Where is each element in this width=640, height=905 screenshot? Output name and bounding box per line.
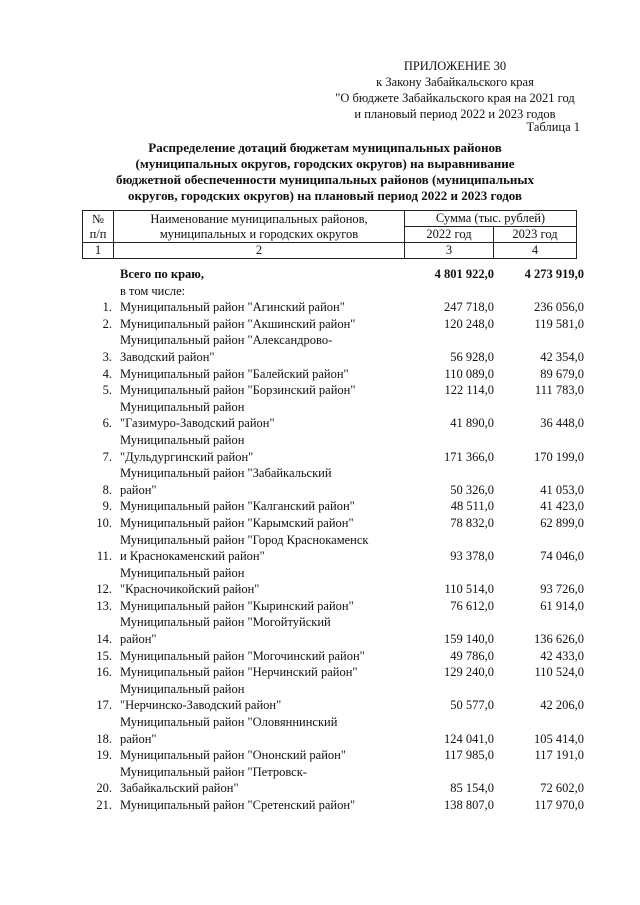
row-number: 21. — [96, 798, 112, 812]
table-row — [82, 316, 586, 333]
header-sum-cell: Сумма (тыс. рублей) — [405, 211, 577, 227]
header-name-label: Наименование муниципальных районов, — [150, 211, 368, 226]
row-value-2023: 62 899,0 — [540, 515, 584, 530]
header-year-2022: 2022 год — [405, 227, 494, 243]
row-name — [116, 316, 408, 333]
table-row — [82, 747, 586, 764]
row-name — [116, 366, 408, 383]
row-name-line: "Дульдургинский район" — [120, 449, 254, 464]
row-value-2022: 159 140,0 — [444, 632, 494, 647]
row-value-2023: 110 524,0 — [534, 665, 584, 680]
row-name — [116, 465, 408, 498]
row-name-line: "Газимуро-Заводский район" — [120, 416, 275, 431]
row-value-2023: 74 046,0 — [540, 549, 584, 564]
row-value-2022: 171 366,0 — [444, 449, 494, 464]
row-value-2022: 110 514,0 — [444, 582, 494, 597]
row-name-line: Муниципальный район "Борзинский район" — [120, 383, 356, 398]
row-name — [116, 565, 408, 598]
row-name-line: "Нерчинско-Заводский район" — [120, 698, 282, 713]
row-value-2022: 4 801 922,0 — [434, 267, 494, 281]
row-value-2022: 48 511,0 — [450, 499, 494, 514]
header-num-cell — [83, 211, 114, 243]
row-name-line: район" — [120, 482, 157, 497]
row-name — [116, 532, 408, 565]
table-row — [82, 598, 586, 615]
row-name-line: "Красночикойский район" — [120, 582, 260, 597]
table-row — [82, 515, 586, 532]
row-value-2022: 85 154,0 — [450, 781, 494, 796]
row-name — [116, 498, 408, 515]
row-name-line: Муниципальный район "Калганский район" — [120, 499, 355, 514]
row-value-2023: 117 970,0 — [534, 798, 584, 812]
row-value-2022: 41 890,0 — [450, 416, 494, 431]
table-row — [82, 366, 586, 383]
title-line: (муниципальных округов, городских округов) на выравнивание — [135, 156, 515, 171]
table-row — [82, 714, 586, 747]
row-name-line: и Краснокаменский район" — [120, 549, 265, 564]
row-name — [116, 614, 408, 647]
row-name-line: Муниципальный район "Карымский район" — [120, 515, 354, 530]
header-num-label: № — [92, 211, 104, 226]
row-number: 14. — [96, 632, 112, 647]
row-number: 19. — [96, 748, 112, 763]
row-number: 20. — [96, 781, 112, 796]
appendix-line: к Закону Забайкальского края — [376, 75, 534, 89]
row-name-line: Муниципальный район "Петровск- — [120, 764, 307, 779]
row-value-2022: 122 114,0 — [444, 383, 494, 398]
row-number: 6. — [102, 416, 112, 431]
row-value-2022: 93 378,0 — [450, 549, 494, 564]
row-value-2022: 138 807,0 — [444, 798, 494, 812]
row-name-line: Муниципальный район "Александрово- — [120, 333, 333, 348]
row-name-line: Всего по краю, — [120, 267, 204, 281]
row-name — [116, 382, 408, 399]
row-value-2022: 76 612,0 — [450, 598, 494, 613]
row-name — [116, 266, 408, 283]
row-name-line: Муниципальный район "Ононский район" — [120, 748, 346, 763]
appendix-line: "О бюджете Забайкальского края на 2021 год — [335, 91, 575, 105]
table-row — [82, 382, 586, 399]
row-value-2022: 56 928,0 — [450, 349, 494, 364]
row-value-2023: 42 206,0 — [540, 698, 584, 713]
row-name-line: Муниципальный район "Акшинский район" — [120, 316, 356, 331]
row-name-line: Муниципальный район "Оловяннинский — [120, 715, 338, 730]
row-number: 17. — [96, 698, 112, 713]
row-number: 12. — [96, 582, 112, 597]
row-value-2023: 119 581,0 — [534, 316, 584, 331]
row-value-2022: 247 718,0 — [444, 300, 494, 315]
row-value-2023: 41 053,0 — [540, 482, 584, 497]
row-name-line: Муниципальный район "Могойтуйский — [120, 615, 331, 630]
row-value-2023: 111 783,0 — [534, 383, 584, 398]
row-name-line: Муниципальный район "Забайкальский — [120, 466, 332, 481]
row-name-line: Муниципальный район "Агинский район" — [120, 300, 345, 315]
row-name-line: Муниципальный район "Город Краснокаменск — [120, 532, 369, 547]
header-num-label: п/п — [89, 226, 107, 241]
column-number: 1 — [83, 243, 114, 259]
row-value-2022: 129 240,0 — [444, 665, 494, 680]
table-row — [82, 498, 586, 515]
table-row — [82, 614, 586, 647]
table-row — [82, 332, 586, 365]
row-value-2023: 89 679,0 — [540, 366, 584, 381]
row-number: 9. — [102, 499, 112, 514]
row-name-line: район" — [120, 632, 157, 647]
row-number: 1. — [102, 300, 112, 315]
row-name — [116, 515, 408, 532]
row-value-2023: 93 726,0 — [540, 582, 584, 597]
row-value-2022: 50 577,0 — [450, 698, 494, 713]
row-value-2023: 236 056,0 — [534, 300, 584, 315]
row-number: 13. — [96, 598, 112, 613]
title-line: округов, городских округов) на плановый период 2022 и 2023 годов — [128, 188, 522, 203]
row-name — [116, 332, 408, 365]
table-row — [82, 664, 586, 681]
table-row — [82, 532, 586, 565]
row-number: 8. — [102, 482, 112, 497]
title-line: бюджетной обеспеченности муниципальных районов (муниципальных — [115, 172, 535, 187]
column-number: 4 — [494, 243, 577, 259]
row-name-line: Забайкальский район" — [120, 781, 239, 796]
row-name-line: Муниципальный район "Нерчинский район" — [120, 665, 358, 680]
row-number: 5. — [102, 383, 112, 398]
row-name-line: район" — [120, 731, 157, 746]
row-name — [116, 764, 408, 797]
header-name-cell — [114, 211, 405, 243]
table-header — [82, 210, 577, 259]
row-name — [116, 681, 408, 714]
table-row — [82, 465, 586, 498]
appendix-block — [300, 58, 610, 122]
row-number: 7. — [102, 449, 112, 464]
row-name-line: Муниципальный район — [120, 399, 245, 414]
row-name — [116, 648, 408, 665]
row-value-2022: 110 089,0 — [444, 366, 494, 381]
row-value-2022: 117 985,0 — [444, 748, 494, 763]
table-row — [82, 432, 586, 465]
row-name-line: Заводский район" — [120, 349, 215, 364]
row-value-2023: 4 273 919,0 — [524, 267, 584, 281]
table-row — [82, 266, 586, 283]
row-name-line: Муниципальный район "Сретенский район" — [120, 798, 356, 812]
header-name-label: муниципальных и городских округов — [159, 226, 359, 241]
row-number: 3. — [102, 349, 112, 364]
row-value-2023: 105 414,0 — [534, 731, 584, 746]
row-number: 4. — [102, 366, 112, 381]
row-value-2023: 36 448,0 — [540, 416, 584, 431]
row-name-line: Муниципальный район — [120, 681, 245, 696]
row-value-2023: 42 354,0 — [540, 349, 584, 364]
table-body — [82, 266, 586, 814]
row-number: 18. — [96, 731, 112, 746]
table-row — [82, 299, 586, 316]
row-value-2022: 124 041,0 — [444, 731, 494, 746]
row-name — [116, 598, 408, 615]
row-value-2023: 136 626,0 — [534, 632, 584, 647]
row-value-2023: 41 423,0 — [540, 499, 584, 514]
row-name — [116, 399, 408, 432]
row-number: 16. — [96, 665, 112, 680]
row-name — [116, 432, 408, 465]
table-label: Таблица 1 — [526, 120, 580, 134]
table-row — [82, 764, 586, 797]
row-name-line: Муниципальный район "Кыринский район" — [120, 598, 354, 613]
column-number: 2 — [114, 243, 405, 259]
row-name-line: Муниципальный район "Могочинский район" — [120, 648, 365, 663]
row-value-2022: 49 786,0 — [450, 648, 494, 663]
row-value-2022: 50 326,0 — [450, 482, 494, 497]
table-row — [82, 565, 586, 598]
row-value-2023: 61 914,0 — [540, 598, 584, 613]
table-row — [82, 797, 586, 814]
row-number: 15. — [96, 648, 112, 663]
column-number: 3 — [405, 243, 494, 259]
row-value-2023: 117 191,0 — [534, 748, 584, 763]
row-name-line: Муниципальный район — [120, 565, 245, 580]
table-row — [82, 648, 586, 665]
row-number: 10. — [96, 515, 112, 530]
table-row — [82, 399, 586, 432]
row-value-2023: 170 199,0 — [534, 449, 584, 464]
document-title — [90, 140, 560, 204]
row-value-2022: 78 832,0 — [450, 515, 494, 530]
table-row — [82, 681, 586, 714]
row-name — [116, 747, 408, 764]
header-year-2023: 2023 год — [494, 227, 577, 243]
row-name — [116, 299, 408, 316]
row-name — [116, 714, 408, 747]
row-name-line: в том числе: — [120, 283, 186, 298]
appendix-line: ПРИЛОЖЕНИЕ 30 — [403, 59, 507, 73]
appendix-line: и плановый период 2022 и 2023 годов — [354, 107, 556, 121]
row-name-line: Муниципальный район — [120, 432, 245, 447]
row-name — [116, 283, 408, 300]
row-name-line: Муниципальный район "Балейский район" — [120, 366, 349, 381]
row-value-2022: 120 248,0 — [444, 316, 494, 331]
title-line: Распределение дотаций бюджетам муниципальных районов — [148, 140, 502, 155]
table-row — [82, 283, 586, 300]
row-value-2023: 72 602,0 — [540, 781, 584, 796]
row-number: 2. — [102, 316, 112, 331]
row-number: 11. — [96, 549, 112, 564]
row-value-2023: 42 433,0 — [540, 648, 584, 663]
row-name — [116, 664, 408, 681]
row-name — [116, 797, 408, 814]
